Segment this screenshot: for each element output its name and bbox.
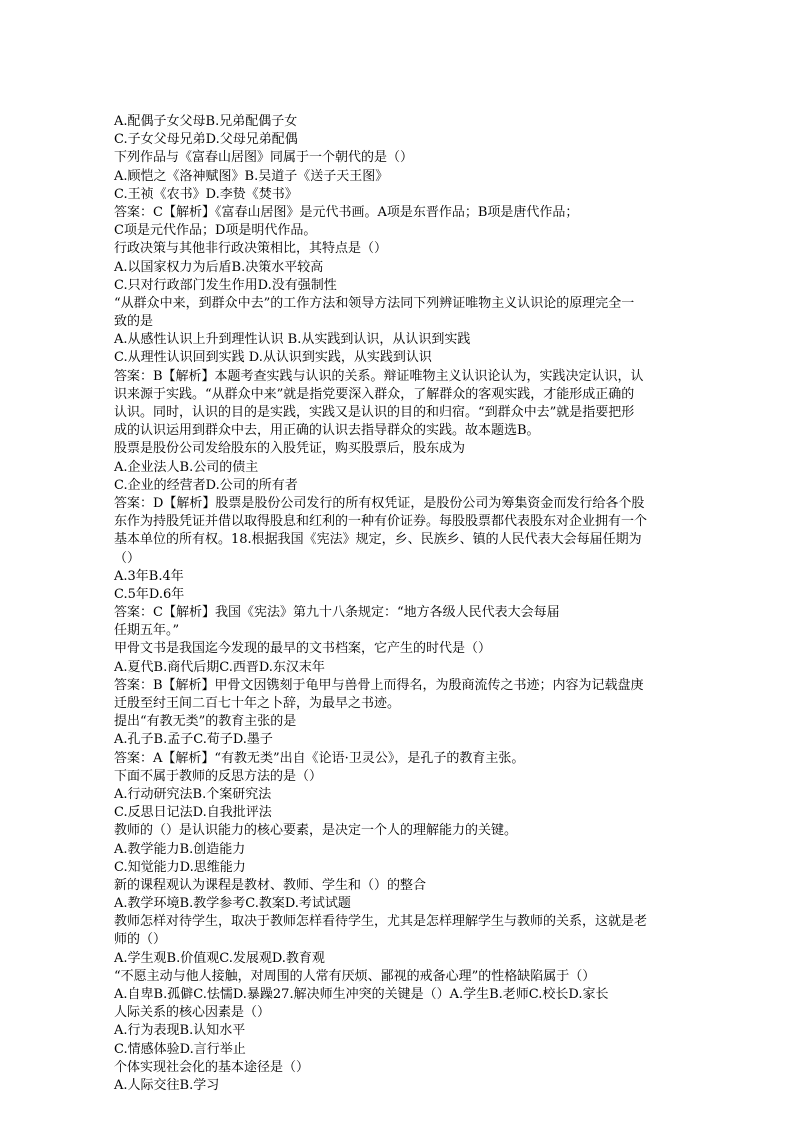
text-line: “从群众中来，到群众中去”的工作方法和领导方法同下列辨证唯物主义认识论的原理完全一 — [114, 295, 635, 311]
text-line: 甲骨文书是我国迄今发现的最早的文书档案，它产生的时代是（） — [114, 641, 492, 657]
text-line: A.企业法人B.公司的债主 — [114, 459, 259, 475]
text-line: A.夏代B.商代后期C.西晋D.东汉末年 — [114, 659, 325, 675]
text-line: A.学生观B.价值观C.发展观D.教育观 — [114, 950, 325, 966]
text-line: A.教学能力B.创造能力 — [114, 841, 246, 857]
text-line: A.行动研究法B.个案研究法 — [114, 786, 272, 802]
text-line: A.人际交往B.学习 — [114, 1077, 220, 1093]
text-line: C.只对行政部门发生作用D.没有强制性 — [114, 277, 337, 293]
text-line: 新的课程观认为课程是教材、教师、学生和（）的整合 — [114, 877, 427, 893]
text-line: 任期五年。” — [114, 623, 180, 639]
text-line: A.教学环境B.教学参考C.教案D.考试试题 — [114, 896, 351, 912]
document-body — [114, 113, 694, 1095]
text-line: A.配偶子女父母B.兄弟配偶子女 — [114, 114, 298, 129]
text-line: 股票是股份公司发给股东的入股凭证，购买股票后，股东成为 — [114, 441, 466, 457]
text-line: 东作为持股凭证并借以取得股息和红利的一种有价证券。每股股票都代表股东对企业拥有一个 — [114, 514, 648, 530]
text-line: （） — [114, 550, 141, 566]
text-line: C.王祯《农书》D.李贽《焚书》 — [114, 186, 298, 202]
text-line: C.子女父母兄弟D.父母兄弟配偶 — [114, 132, 298, 148]
text-line: 成的认识运用到群众中去，用正确的认识去指导群众的实践。故本题选B。 — [114, 423, 540, 439]
text-line: C.反思日记法D.自我批评法 — [114, 805, 272, 821]
text-line: 教师的（）是认识能力的核心要素，是决定一个人的理解能力的关键。 — [114, 823, 518, 839]
text-line: 迁殷至纣王间二百七十年之卜辞，为最早之书迹。 — [114, 696, 401, 711]
text-line: 致的是 — [114, 314, 154, 330]
text-line: 识来源于实践。“从群众中来”就是指党要深入群众，了解群众的客观实践，才能形成正确的 — [114, 386, 635, 402]
text-line: 提出“有教无类”的教育主张的是 — [114, 714, 297, 730]
text-line: A.以国家权力为后盾B.决策水平较高 — [114, 259, 324, 275]
text-line: C.企业的经营者D.公司的所有者 — [114, 477, 298, 493]
text-line: 答案：B【解析】本题考查实践与认识的关系。辩证唯物主义认识论认为，实践决定认识，认 — [114, 368, 644, 384]
text-line: C.5年D.6年 — [114, 586, 185, 602]
text-line: C.从理性认识回到实践 D.从认识到实践，从实践到认识 — [114, 350, 432, 366]
text-line: C.情感体验D.言行举止 — [114, 1041, 246, 1057]
text-line: C项是元代作品；D项是明代作品。 — [114, 223, 317, 239]
text-line: “不愿主动与他人接触，对周围的人常有厌烦、鄙视的戒备心理”的性格缺陷属于（） — [114, 968, 596, 984]
text-line: A.自卑B.孤僻C.怯懦D.暴躁27.解决师生冲突的关键是（）A.学生B.老师C.校长D.家长 — [114, 987, 609, 1002]
text-line: 行政决策与其他非行政决策相比，其特点是（） — [114, 241, 388, 257]
text-line: 答案：D【解析】股票是股份公司发行的所有权凭证，是股份公司为筹集资金而发行给各个股 — [114, 495, 645, 511]
text-line: C.知觉能力D.思维能力 — [114, 859, 246, 875]
text-line: 师的（） — [114, 932, 167, 948]
text-line: 答案：C【解析】我国《宪法》第九十八条规定：“地方各级人民代表大会每届 — [114, 605, 560, 621]
text-line: 下列作品与《富春山居图》同属于一个朝代的是（） — [114, 150, 414, 166]
text-line: 答案：B【解析】甲骨文因镌刻于龟甲与兽骨上而得名，为殷商流传之书迹；内容为记载盘庚 — [114, 677, 644, 693]
text-line: 下面不属于教师的反思方法的是（） — [114, 768, 323, 784]
text-line: 认识。同时，认识的目的是实践，实践又是认识的目的和归宿。“到群众中去”就是指要把形 — [114, 405, 635, 420]
text-line: 个体实现社会化的基本途径是（） — [114, 1059, 310, 1075]
text-line: A.顾恺之《洛神赋图》B.吴道子《送子天王图》 — [114, 168, 389, 184]
text-line: 答案：C【解析】《富春山居图》是元代书画。A项是东晋作品；B项是唐代作品； — [114, 204, 579, 220]
text-line: 人际关系的核心因素是（） — [114, 1005, 271, 1021]
text-line: 教师怎样对待学生，取决于教师怎样看待学生，尤其是怎样理解学生与教师的关系，这就是老 — [114, 914, 648, 930]
text-line: A.孔子B.孟子C.荀子D.墨子 — [114, 732, 273, 748]
text-line: A.3年B.4年 — [114, 568, 184, 584]
text-line: 基本单位的所有权。18.根据我国《宪法》规定，乡、民族乡、镇的人民代表大会每届任期为 — [114, 532, 642, 548]
text-line: 答案：A【解析】“有教无类”出自《论语·卫灵公》，是孔子的教育主张。 — [114, 750, 525, 766]
text-line: A.行为表现B.认知水平 — [114, 1023, 246, 1039]
text-line: A.从感性认识上升到理性认识 B.从实践到认识，从认识到实践 — [114, 332, 471, 348]
